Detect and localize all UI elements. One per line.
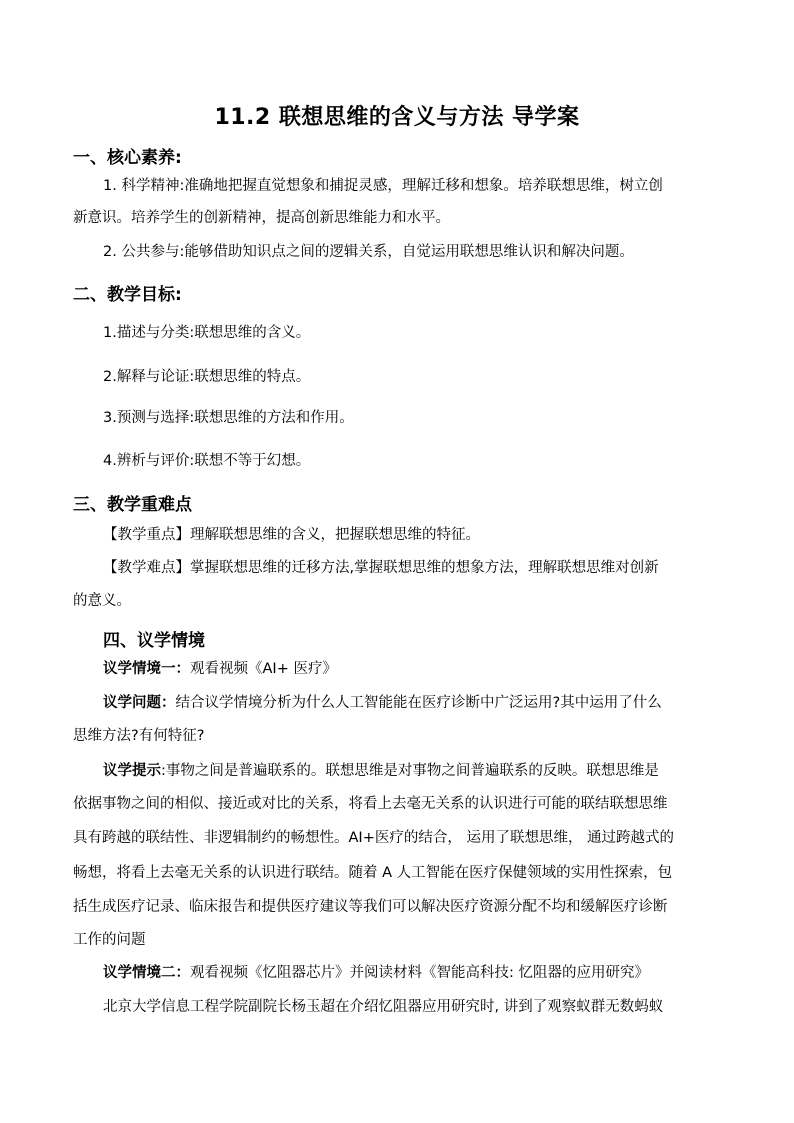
difficulty-label: 【教学难点】	[103, 560, 190, 576]
teaching-goal-item: 3.预测与选择:联想思维的方法和作用。	[103, 410, 354, 426]
teaching-goal-item: 1.描述与分类:联想思维的含义。	[103, 325, 311, 341]
scene-2-line	[103, 963, 649, 983]
section-heading-key-difficulties: 三、教学重难点	[73, 495, 192, 515]
question-line-2: 思维方法?有何特征?	[73, 728, 205, 744]
question-text: 结合议学情境分析为什么人工智能能在医疗诊断中广泛运用?其中运用了什么	[175, 695, 662, 711]
hint-line: 依据事物之间的相似、接近或对比的关系，将看上去毫无关系的认识进行可能的联结联想思维	[73, 796, 668, 812]
key-point-label: 【教学重点】	[103, 527, 190, 543]
question-label: 议学问题：	[103, 695, 176, 711]
scene-1-label: 议学情境一：	[103, 661, 190, 677]
hint-text: :事物之间是普遍联系的。联想思维是对事物之间普遍联系的反映。联想思维是	[161, 763, 659, 779]
scene-1-text: 观看视频《AI+ 医疗》	[190, 661, 337, 677]
teaching-goal-item: 4.辨析与评价:联想不等于幻想。	[103, 453, 311, 469]
key-point-line	[103, 525, 480, 545]
scene-2-text: 观看视频《忆阻器芯片》并阅读材料《智能高科技: 忆阻器的应用研究》	[190, 965, 649, 981]
difficulty-line-2: 的意义。	[73, 593, 131, 609]
section-heading-discussion-context: 四、议学情境	[103, 631, 205, 651]
scene-2-label: 议学情境二：	[103, 965, 190, 981]
section-heading-teaching-goals: 二、教学目标:	[73, 285, 182, 305]
key-point-text: 理解联想思维的含义，把握联想思维的特征。	[190, 527, 480, 543]
core-literacy-item-1-line-2: 新意识。培养学生的创新精神，提高创新思维能力和水平。	[73, 210, 450, 226]
difficulty-text: 掌握联想思维的迁移方法,掌握联想思维的想象方法，理解联想思维对创新	[190, 560, 659, 576]
difficulty-line-1	[103, 558, 659, 578]
teaching-goal-item: 2.解释与论证:联想思维的特点。	[103, 369, 311, 385]
hint-line: 括生成医疗记录、临床报告和提供医疗建议等我们可以解决医疗资源分配不均和缓解医疗诊断	[73, 899, 668, 915]
section-heading-core-literacy: 一、核心素养:	[73, 148, 182, 168]
hint-line: 畅想，将看上去毫无关系的认识进行联结。随着 A 人工智能在医疗保健领域的实用性探索，包	[73, 865, 673, 881]
core-literacy-item-1-line-1: 1. 科学精神:准确地把握直觉想象和捕捉灵感，理解迁移和想象。培养联想思维，树立创	[103, 178, 663, 194]
question-line-1	[103, 693, 662, 713]
hint-line: 工作的问题	[73, 932, 146, 948]
hint-line-1	[103, 761, 659, 781]
hint-line: 具有跨越的联结性、非逻辑制约的畅想性。AI+医疗的结合， 运用了联想思维， 通过跨越式的	[73, 830, 675, 846]
scene-1-line	[103, 659, 337, 679]
hint-label: 议学提示	[103, 763, 161, 779]
material-line: 北京大学信息工程学院副院长杨玉超在介绍忆阻器应用研究时, 讲到了观察蚁群无数蚂蚁	[103, 999, 664, 1015]
document-title: 11.2 联想思维的含义与方法 导学案	[214, 105, 580, 130]
core-literacy-item-2: 2. 公共参与:能够借助知识点之间的逻辑关系，自觉运用联想思维认识和解决问题。	[103, 244, 634, 260]
